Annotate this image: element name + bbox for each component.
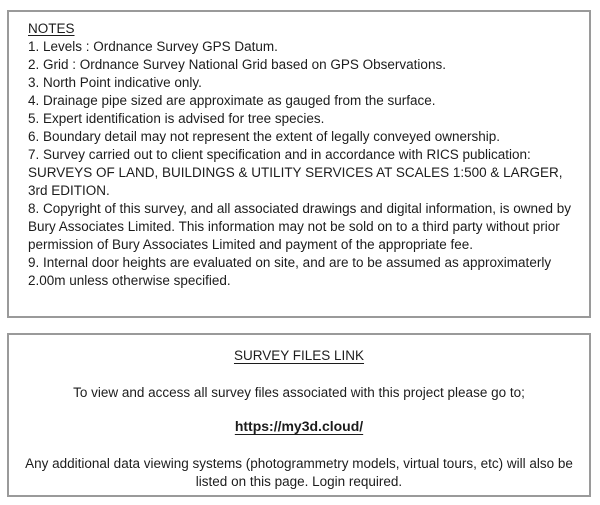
note-item: 5. Expert identification is advised for tree species. — [28, 111, 325, 126]
survey-files-heading: SURVEY FILES LINK — [233, 348, 365, 363]
notes-panel — [7, 10, 591, 318]
note-item: 4. Drainage pipe sized are approximate as gauged from the surface. — [28, 93, 436, 108]
survey-files-intro: To view and access all survey files associated with this project please go to; — [73, 385, 525, 400]
notes-heading: NOTES — [28, 21, 75, 36]
notes-list — [28, 38, 575, 290]
survey-files-panel — [7, 333, 591, 497]
note-item: 1. Levels : Ordnance Survey GPS Datum. — [28, 39, 278, 54]
note-item: 7. Survey carried out to client specification and in accordance with RICS publication: SURVEYS OF LAND, BUILDINGS & UTILITY SERVICES AT SCALES 1:500 & LARGER, 3rd EDITION. — [28, 147, 563, 198]
note-item: 2. Grid : Ordnance Survey National Grid based on GPS Observations. — [28, 57, 446, 72]
note-item: 6. Boundary detail may not represent the extent of legally conveyed ownership. — [28, 129, 501, 144]
note-item: 3. North Point indicative only. — [28, 75, 202, 90]
note-item: 8. Copyright of this survey, and all associated drawings and digital information, is owned by Bury Associates Limited. This information may not be sold on to a third party without prior permission of Bury Associates Limited and payment of the appropriate fee. — [28, 201, 572, 252]
survey-files-outro: Any additional data viewing systems (photogrammetry models, virtual tours, etc) will also be listed on this page. Login required. — [25, 456, 573, 489]
note-item: 9. Internal door heights are evaluated on site, and are to be assumed as approximaterly 2.00m unless otherwise specified. — [28, 255, 552, 288]
survey-files-link[interactable]: https://my3d.cloud/ — [234, 418, 364, 434]
